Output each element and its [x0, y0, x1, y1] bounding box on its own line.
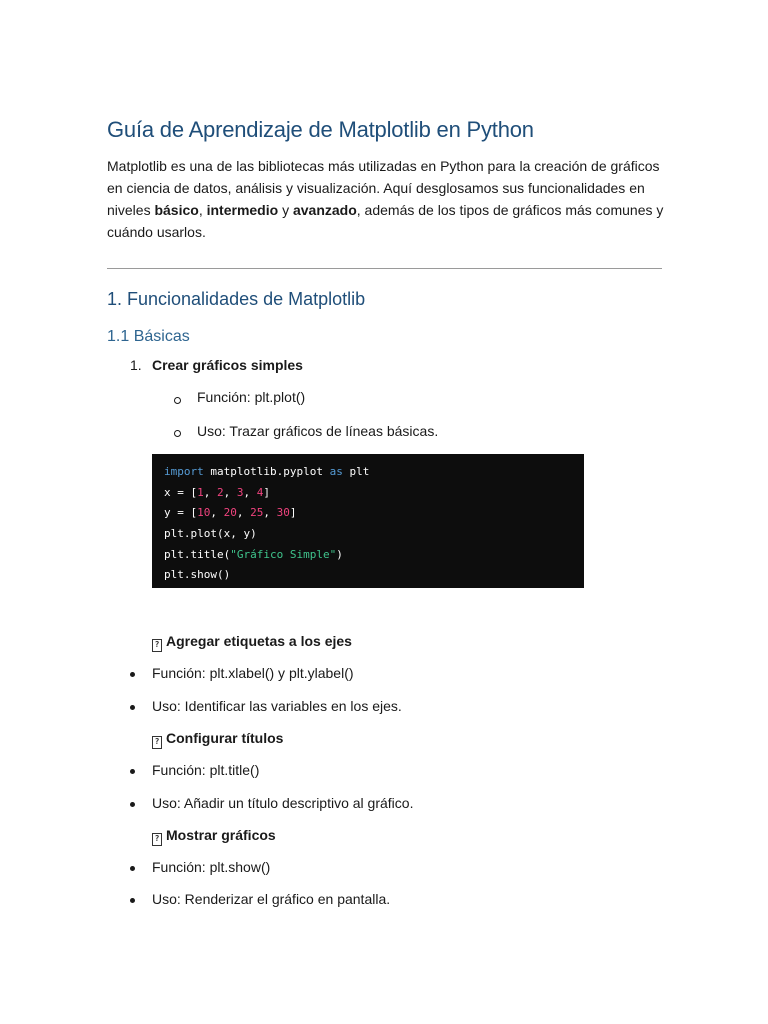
- list-item-title-text: Configurar títulos: [166, 730, 284, 746]
- list-item-title: Crear gráficos simples: [152, 357, 303, 373]
- list-item: Uso: Identificar las variables en los ejes.: [152, 698, 402, 714]
- list-item: Función: plt.plot(): [197, 389, 306, 405]
- list-item-title-text: Agregar etiquetas a los ejes: [166, 633, 352, 649]
- intro-paragraph: [107, 155, 667, 243]
- list-number: 1.: [130, 357, 142, 373]
- code-text: plt: [342, 465, 370, 478]
- list-item-title: [152, 730, 283, 749]
- list-item-title: [152, 633, 352, 652]
- missing-glyph-icon: ?: [152, 639, 162, 652]
- intro-text: Matplotlib es una de las bibliotecas más utilizadas en Python para la creación de gráficos en ciencia de datos, análisis y visualización. Aquí desglosamos sus funcionalidades en niveles: [107, 158, 660, 218]
- list-item-title: [152, 827, 276, 846]
- intro-text: , además de los tipos de gráficos más comunes y cuándo usarlos.: [107, 202, 664, 240]
- code-number: 25: [250, 506, 264, 520]
- code-line: plt.plot(x, y): [164, 527, 257, 541]
- horizontal-rule: [107, 268, 662, 269]
- code-string: "Gráfico Simple": [230, 547, 337, 561]
- subsection-heading: 1.1 Básicas: [107, 328, 190, 345]
- code-text: ]: [263, 485, 270, 499]
- code-number: 1: [197, 485, 204, 499]
- page-title: Guía de Aprendizaje de Matplotlib en Python: [107, 117, 534, 142]
- section-heading: 1. Funcionalidades de Matplotlib: [107, 289, 366, 309]
- list-item-title-text: Mostrar gráficos: [166, 827, 276, 843]
- code-number: 20: [223, 506, 237, 520]
- code-text: y = [: [164, 506, 198, 520]
- code-text: ,: [210, 506, 224, 520]
- circle-bullet-icon: [174, 430, 181, 437]
- code-text: ,: [263, 506, 277, 520]
- intro-bold-intermediate: intermedio: [206, 202, 279, 218]
- code-number: 3: [236, 485, 244, 499]
- bullet-icon: [130, 705, 135, 710]
- missing-glyph-icon: ?: [152, 736, 162, 749]
- bullet-icon: [130, 672, 135, 677]
- code-number: 4: [256, 485, 264, 499]
- code-number: 30: [276, 506, 290, 520]
- intro-bold-advanced: avanzado: [292, 202, 357, 218]
- code-line: plt.show(): [164, 568, 231, 582]
- code-text: ): [336, 547, 343, 561]
- list-item: Función: plt.xlabel() y plt.ylabel(): [152, 665, 354, 681]
- code-text: ,: [236, 506, 251, 520]
- bullet-icon: [130, 769, 135, 774]
- code-text: plt.title(: [164, 547, 231, 561]
- code-block: [152, 454, 584, 588]
- intro-text: ,: [198, 202, 207, 218]
- code-text: ,: [203, 485, 217, 499]
- code-keyword: import: [164, 465, 204, 478]
- list-item: Uso: Renderizar el gráfico en pantalla.: [152, 891, 391, 907]
- intro-text: y: [278, 202, 293, 218]
- code-line: [164, 503, 584, 524]
- code-keyword: as: [329, 465, 343, 478]
- code-text: ,: [223, 485, 237, 499]
- code-text: x = [: [164, 485, 198, 499]
- bullet-icon: [130, 802, 135, 807]
- list-item: Uso: Añadir un título descriptivo al gráfico.: [152, 795, 414, 811]
- bullet-icon: [130, 898, 135, 903]
- list-item: Uso: Trazar gráficos de líneas básicas.: [197, 423, 439, 439]
- code-number: 2: [217, 485, 224, 499]
- list-item: Función: plt.title(): [152, 762, 260, 778]
- intro-bold-basic: básico: [154, 202, 199, 218]
- code-text: ,: [243, 485, 257, 499]
- bullet-icon: [130, 866, 135, 871]
- circle-bullet-icon: [174, 397, 181, 404]
- code-text: ]: [289, 506, 297, 520]
- code-number: 10: [197, 506, 211, 520]
- code-text: matplotlib.pyplot: [203, 465, 330, 478]
- list-item: Función: plt.show(): [152, 859, 271, 875]
- code-line: [164, 545, 584, 566]
- code-line: [164, 462, 584, 483]
- missing-glyph-icon: ?: [152, 833, 162, 846]
- code-line: [164, 483, 584, 504]
